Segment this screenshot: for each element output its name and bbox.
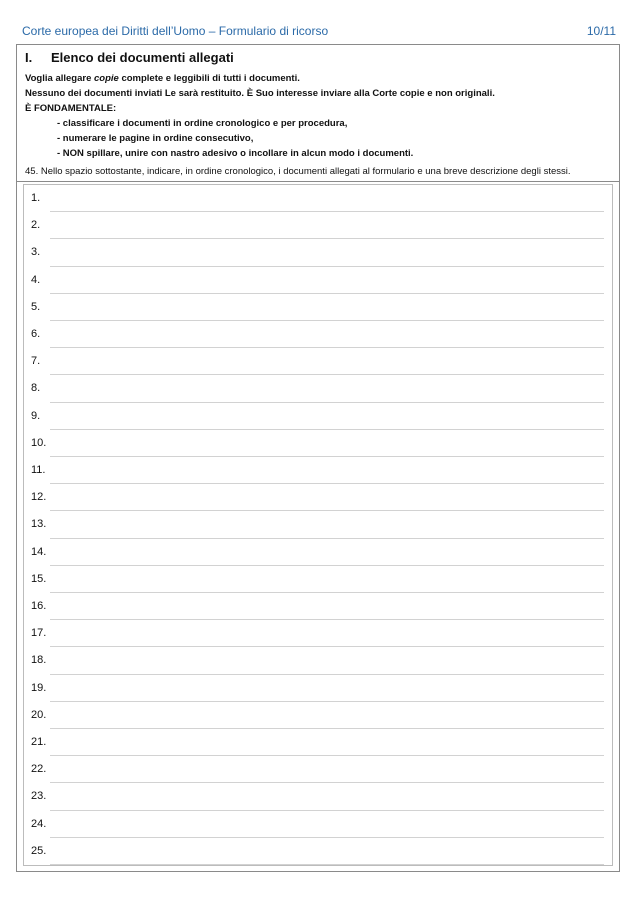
- intro-line-1-emphasis: copie: [94, 73, 119, 84]
- document-number: 6.: [31, 328, 41, 340]
- document-number: 19.: [31, 681, 47, 694]
- document-row: [24, 430, 612, 457]
- document-row: [24, 239, 612, 266]
- document-number: 21.: [31, 736, 47, 748]
- document-row: [24, 838, 612, 865]
- document-number: 22.: [31, 763, 47, 776]
- intro-line-3: È FONDAMENTALE:: [25, 103, 117, 114]
- requirement-item: - numerare le pagine in ordine consecutivo,: [57, 133, 254, 144]
- document-number: 3.: [31, 246, 41, 259]
- document-number: 16.: [31, 600, 47, 612]
- intro-text: [25, 71, 495, 116]
- page-header: [22, 24, 616, 42]
- divider: [17, 181, 619, 182]
- document-row: [24, 185, 612, 212]
- requirement-item: - NON spillare, unire con nastro adesivo o incollare in alcun modo i documenti.: [57, 148, 414, 159]
- document-number: 11.: [31, 464, 46, 476]
- document-entry-field[interactable]: [50, 864, 604, 865]
- document-number: 9.: [31, 409, 41, 422]
- document-number: 23.: [31, 790, 47, 803]
- document-number: 25.: [31, 844, 47, 857]
- document-row: [24, 539, 612, 566]
- documents-list: [23, 184, 613, 866]
- document-number: 1.: [31, 192, 41, 204]
- document-row: [24, 811, 612, 838]
- document-row: [24, 212, 612, 239]
- document-row: [24, 783, 612, 810]
- document-row: [24, 484, 612, 511]
- intro-line-1-a: Voglia allegare: [25, 73, 94, 84]
- form-title: Corte europea dei Diritti dell’Uomo – Formulario di ricorso: [22, 24, 329, 38]
- document-row: [24, 756, 612, 783]
- document-row: [24, 620, 612, 647]
- page-number: 10/11: [586, 24, 616, 38]
- document-number: 20.: [31, 708, 47, 721]
- document-number: 4.: [31, 273, 41, 286]
- document-number: 12.: [31, 491, 47, 504]
- document-number: 2.: [31, 219, 41, 232]
- document-number: 24.: [31, 817, 47, 830]
- document-row: [24, 511, 612, 538]
- requirement-item: - classificare i documenti in ordine cronologico e per procedura,: [57, 118, 348, 129]
- document-row: [24, 729, 612, 756]
- document-row: [24, 267, 612, 294]
- document-row: [24, 647, 612, 674]
- document-number: 10.: [31, 436, 47, 449]
- intro-line-2: Nessuno dei documenti inviati Le sarà restituito. È Suo interesse inviare alla Corte copie e non originali.: [25, 88, 495, 99]
- document-number: 15.: [31, 572, 47, 585]
- requirements-list: [57, 116, 413, 161]
- section-heading: [25, 50, 234, 65]
- document-number: 8.: [31, 382, 41, 395]
- section-frame: [16, 44, 620, 872]
- document-row: [24, 593, 612, 620]
- intro-line-1-c: complete e leggibili di tutti i documenti.: [118, 73, 300, 84]
- document-row: [24, 375, 612, 402]
- section-number: I.: [25, 50, 33, 65]
- document-number: 13.: [31, 518, 47, 531]
- question-45-instruction: 45. Nello spazio sottostante, indicare, in ordine cronologico, i documenti allegati al formulario e una breve descrizione degli stessi.: [25, 166, 571, 177]
- document-row: [24, 675, 612, 702]
- intro-line-1: [25, 71, 495, 86]
- document-number: 18.: [31, 654, 47, 667]
- document-number: 14.: [31, 545, 47, 558]
- document-number: 7.: [31, 355, 41, 368]
- document-row: [24, 294, 612, 321]
- document-row: [24, 457, 612, 484]
- section-title: Elenco dei documenti allegati: [51, 50, 234, 65]
- document-number: 17.: [31, 627, 47, 640]
- document-row: [24, 702, 612, 729]
- document-row: [24, 321, 612, 348]
- document-number: 5.: [31, 300, 41, 313]
- document-row: [24, 403, 612, 430]
- document-row: [24, 566, 612, 593]
- document-row: [24, 348, 612, 375]
